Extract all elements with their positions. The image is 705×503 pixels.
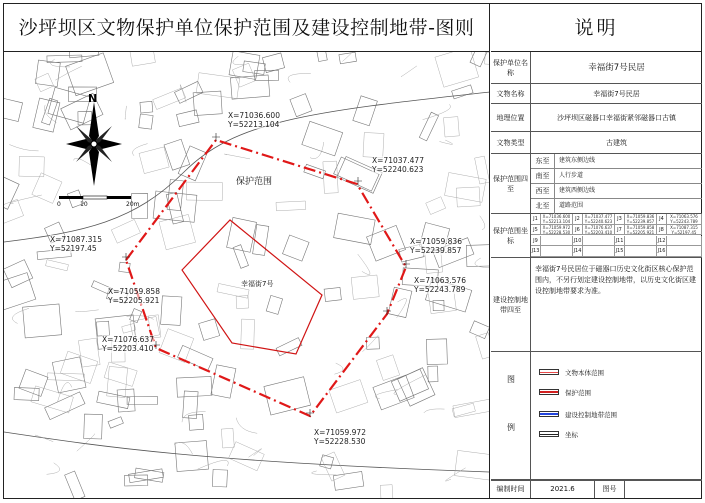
parcel-outline [189, 414, 204, 430]
parcel-outline [380, 485, 393, 498]
contour-line [439, 140, 452, 144]
row-legend [491, 352, 702, 480]
parcel-outline [353, 96, 378, 126]
parcel-outline [153, 88, 186, 110]
coords-point-value [667, 236, 702, 246]
contour-line [75, 310, 98, 312]
coord-label-4: X=71059.836 Y=52239.857 [410, 237, 462, 255]
type-label: 文物类型 [491, 132, 531, 153]
scale-tick-10: 10 [80, 201, 88, 208]
bounds-grid [531, 154, 702, 213]
parcel-outline [127, 396, 157, 404]
contour-line [397, 298, 407, 317]
parcel-outline [373, 375, 414, 410]
parcel-outline [366, 337, 379, 349]
contour-line [10, 195, 42, 204]
parcel-outline [426, 339, 447, 365]
parcel-outline [283, 235, 310, 261]
coords-point-value: X=71059.836 Y=52239.857 [625, 214, 657, 224]
contour-line [198, 460, 229, 469]
parcel-outline [302, 121, 343, 156]
parcel-outline [128, 52, 155, 66]
parcel-outline [196, 73, 240, 99]
drawing-no-value [625, 481, 702, 498]
parcel-outline [376, 355, 399, 381]
parcel-outline [46, 260, 69, 271]
parcel-outline [177, 376, 213, 397]
parcel-outline [32, 173, 62, 204]
parcel-outline [97, 391, 130, 408]
coords-point-id: J15 [615, 248, 624, 255]
row-unit-name [491, 52, 702, 84]
parcel-outline [276, 201, 306, 211]
parcel-outline [453, 399, 490, 418]
map-area[interactable] [4, 52, 490, 498]
parcel-outline [320, 455, 334, 469]
coords-point-id: J14 [573, 248, 582, 255]
north-label: N [88, 92, 98, 105]
contour-line [55, 66, 82, 80]
unit-name-value: 幸福街7号民居 [588, 62, 645, 73]
parcel-outline [445, 173, 487, 203]
contour-line [125, 106, 126, 120]
row-control [491, 258, 702, 352]
parcel-outline [324, 287, 341, 301]
parcel-outline [97, 321, 110, 336]
coord-label-2: X=71037.477 Y=52240.623 [372, 156, 424, 174]
panel-title: 说明 [491, 4, 702, 52]
coords-point-value: X=71036.600 Y=52213.104 [541, 214, 573, 224]
parcel-outline [229, 442, 265, 471]
parcel-outline [317, 52, 328, 62]
row-coords [491, 214, 702, 258]
scale-bar [59, 196, 131, 199]
coords-point-id: J12 [657, 237, 666, 244]
parcel-outline [164, 139, 190, 170]
coord-label-3: X=71087.315 Y=52197.45 [50, 235, 102, 253]
parcel-outline [139, 114, 153, 129]
parcel-outline [159, 214, 196, 249]
parcel-outline [178, 146, 207, 181]
coords-point-value [625, 246, 657, 256]
parcel-outline [161, 296, 182, 326]
parcel-outline [69, 52, 99, 58]
contour-line [233, 56, 244, 65]
parcel-outline [476, 333, 490, 360]
date-value: 2021.6 [531, 481, 595, 498]
coord-label-5: X=71059.858 Y=52205.921 [108, 287, 160, 305]
parcel-outline [426, 197, 446, 215]
parcel-outline [31, 386, 74, 413]
protect-zone-label: 保护范围 [236, 177, 273, 187]
coords-point-id: J11 [615, 237, 624, 244]
parcel-outline [485, 52, 490, 64]
control-label: 建设控制地带四至 [491, 258, 531, 351]
coords-point-value: X=71087.315 Y=52197.45 [667, 225, 702, 235]
parcel-outline [199, 319, 220, 341]
parcel-outline [475, 156, 490, 184]
parcel-outline [233, 245, 248, 269]
contour-line [312, 471, 337, 475]
coords-table [531, 214, 702, 257]
contour-line [445, 468, 465, 481]
contour-line [288, 74, 311, 83]
parcel-outline [47, 55, 82, 63]
parcel-outline [33, 98, 60, 132]
coords-point-id: J16 [657, 248, 666, 255]
coords-table-row [531, 225, 702, 236]
parcel-outline [139, 147, 169, 174]
parcel-outline [212, 470, 227, 488]
row-heritage-name [491, 84, 702, 104]
coords-point-value: X=71037.477 Y=52240.623 [583, 214, 615, 224]
legend-item-control: 建设控制地带范围 [539, 408, 617, 420]
bounds-label: 保护范围四至 [491, 154, 531, 213]
parcel-outline [65, 471, 85, 498]
legend-panel [491, 4, 702, 498]
contour-line [236, 418, 257, 434]
coords-point-value: X=71059.972 Y=52228.530 [541, 225, 573, 235]
coords-point-id: J6 [573, 225, 583, 235]
parcel-outline [122, 323, 136, 333]
coords-table-row [531, 246, 702, 257]
coords-point-id: J3 [615, 214, 625, 224]
parcel-outline [140, 101, 153, 113]
coords-point-value [583, 236, 615, 246]
parcel-outline [177, 110, 200, 127]
parcel-outline [452, 85, 474, 99]
coords-point-value [625, 236, 657, 246]
coords-point-id: J7 [615, 225, 625, 235]
contour-line [12, 308, 29, 323]
contour-line [424, 409, 445, 413]
parcel-outline [19, 156, 44, 177]
map-sheet-frame [3, 3, 702, 499]
parcel-outline [243, 61, 265, 75]
parcel-outline [42, 98, 58, 125]
coords-table-row [531, 214, 702, 225]
scale-tick-20: 20m [126, 201, 140, 208]
parcel-outline [4, 99, 23, 122]
coords-point-value [541, 246, 573, 256]
bound-south: 南至 人行步道 [531, 169, 702, 184]
parcel-outline [433, 300, 444, 310]
parcel-outline [398, 368, 435, 407]
parcel-outline [183, 391, 199, 419]
parcel-outline [4, 176, 19, 209]
parcel-outline [4, 273, 36, 311]
heritage-name-value: 幸福街7号民居 [593, 89, 640, 98]
coord-label-7: X=71076.637 Y=52203.410 [102, 335, 154, 353]
drawing-no-label: 图号 [595, 481, 625, 498]
parcel-outline [153, 191, 197, 222]
coords-point-id: J9 [531, 236, 541, 246]
coords-point-value: X=71076.637 Y=52203.410 [583, 225, 615, 235]
control-text: 幸福街7号民居位于磁器口历史文化街区核心保护范围内，不另行划定建设控制地带，以历史文化街区建设控制地带要求为准。 [535, 265, 696, 295]
parcel-outline [52, 357, 86, 393]
legend-item-coordinate: 坐标 [539, 428, 578, 440]
parcel-outline [334, 213, 376, 244]
contour-line [224, 154, 250, 159]
parcel-outline [221, 428, 234, 448]
parcel-outline [167, 180, 184, 211]
parcel-outline [262, 53, 284, 73]
coords-point-id: J13 [531, 248, 540, 255]
parcel-outline [266, 295, 282, 314]
parcel-outline [35, 73, 54, 92]
parcel-outline [84, 414, 103, 439]
coords-point-value [583, 246, 615, 256]
contour-line [358, 254, 370, 275]
location-label: 地理位置 [491, 104, 531, 131]
bound-east: 东至 建筑东侧边线 [531, 154, 702, 169]
parcel-outline [19, 369, 48, 396]
legend-item-protection: 保护范围 [539, 386, 591, 398]
parcel-outline [119, 262, 130, 272]
date-label: 编制时间 [491, 481, 531, 498]
coord-label-6: X=71063.576 Y=52243.789 [414, 276, 466, 294]
parcel-outline [455, 450, 491, 480]
coords-point-id: J8 [657, 225, 667, 235]
parcel-outline [108, 417, 123, 429]
legend-label-a: 图 [507, 375, 515, 384]
parcel-outline [470, 321, 490, 339]
parcel-outline [321, 452, 345, 481]
parcel-outline [159, 329, 194, 363]
legend-label-b: 例 [507, 423, 515, 432]
parcel-outline [339, 52, 357, 64]
parcel-outline [111, 219, 140, 243]
contour-line [401, 66, 417, 77]
coords-table-row [531, 236, 702, 247]
north-arrow-icon [66, 102, 122, 186]
coords-point-id: J10 [573, 237, 582, 244]
parcel-outline [4, 199, 24, 225]
parcel-outline [66, 53, 114, 96]
parcel-outline [391, 369, 428, 401]
coords-point-id: J2 [573, 214, 583, 224]
coord-label-8: X=71059.972 Y=52228.530 [314, 428, 366, 446]
coords-point-value: X=71063.576 Y=52243.789 [667, 214, 702, 224]
parcel-outline [264, 377, 311, 415]
contour-line [249, 449, 262, 458]
parcel-outline [363, 133, 384, 158]
parcel-outline [290, 94, 312, 117]
contour-line [182, 412, 206, 423]
coords-point-id: J5 [531, 225, 541, 235]
building-label: 幸福街7号 [241, 280, 274, 288]
parcel-outline [444, 117, 460, 137]
parcel-outline [187, 182, 223, 201]
heritage-name-label: 文物名称 [491, 84, 531, 103]
coord-label-1: X=71036.600 Y=52213.104 [228, 111, 280, 129]
type-value: 古建筑 [606, 138, 627, 147]
parcel-outline [178, 345, 214, 370]
parcel-outline [470, 52, 490, 67]
bound-west: 西至 建筑西侧边线 [531, 184, 702, 199]
parcel-outline [232, 63, 255, 87]
parcel-outline [104, 362, 137, 386]
parcel-outline [23, 304, 62, 338]
scale-tick-0: 0 [57, 201, 61, 208]
parcel-outline [60, 351, 98, 383]
location-value: 沙坪坝区磁器口幸福街紧邻磁器口古镇 [557, 113, 676, 122]
contour-line [133, 144, 148, 156]
contour-line [480, 216, 485, 230]
parcel-outline [456, 187, 480, 207]
footer-row [491, 480, 702, 498]
coords-point-value [541, 236, 573, 246]
coords-point-id: J1 [531, 214, 541, 224]
map-title: 沙坪坝区文物保护单位保护范围及建设控制地带-图则 [4, 4, 490, 52]
parcel-outline [333, 472, 364, 491]
row-type [491, 132, 702, 154]
contour-line [310, 142, 324, 159]
parcel-outline [419, 112, 438, 141]
parcel-outline [14, 387, 39, 400]
contour-line [47, 463, 60, 475]
bound-north: 北至 道路范围 [531, 199, 702, 214]
parcel-outline [351, 275, 379, 299]
parcel-outline [236, 296, 249, 309]
row-location [491, 104, 702, 132]
parcel-outline [229, 52, 260, 80]
parcel-outline [45, 392, 85, 420]
unit-name-label: 保护单位名称 [491, 52, 531, 83]
parcel-outline [211, 365, 236, 398]
legend-item-heritage: 文物本体范围 [539, 366, 604, 378]
coords-label: 保护范围坐标 [491, 214, 531, 257]
parcel-outline [129, 469, 164, 483]
contour-line [9, 145, 38, 151]
coords-point-value [667, 246, 702, 256]
contour-line [334, 363, 343, 374]
contour-line [174, 442, 193, 454]
parcel-outline [4, 260, 33, 288]
road-line [4, 432, 490, 472]
coords-point-value: X=71059.858 Y=52205.921 [625, 225, 657, 235]
coords-point-id: J4 [657, 214, 667, 224]
row-bounds [491, 154, 702, 214]
parcel-outline [428, 366, 438, 382]
parcel-outline [78, 338, 100, 367]
